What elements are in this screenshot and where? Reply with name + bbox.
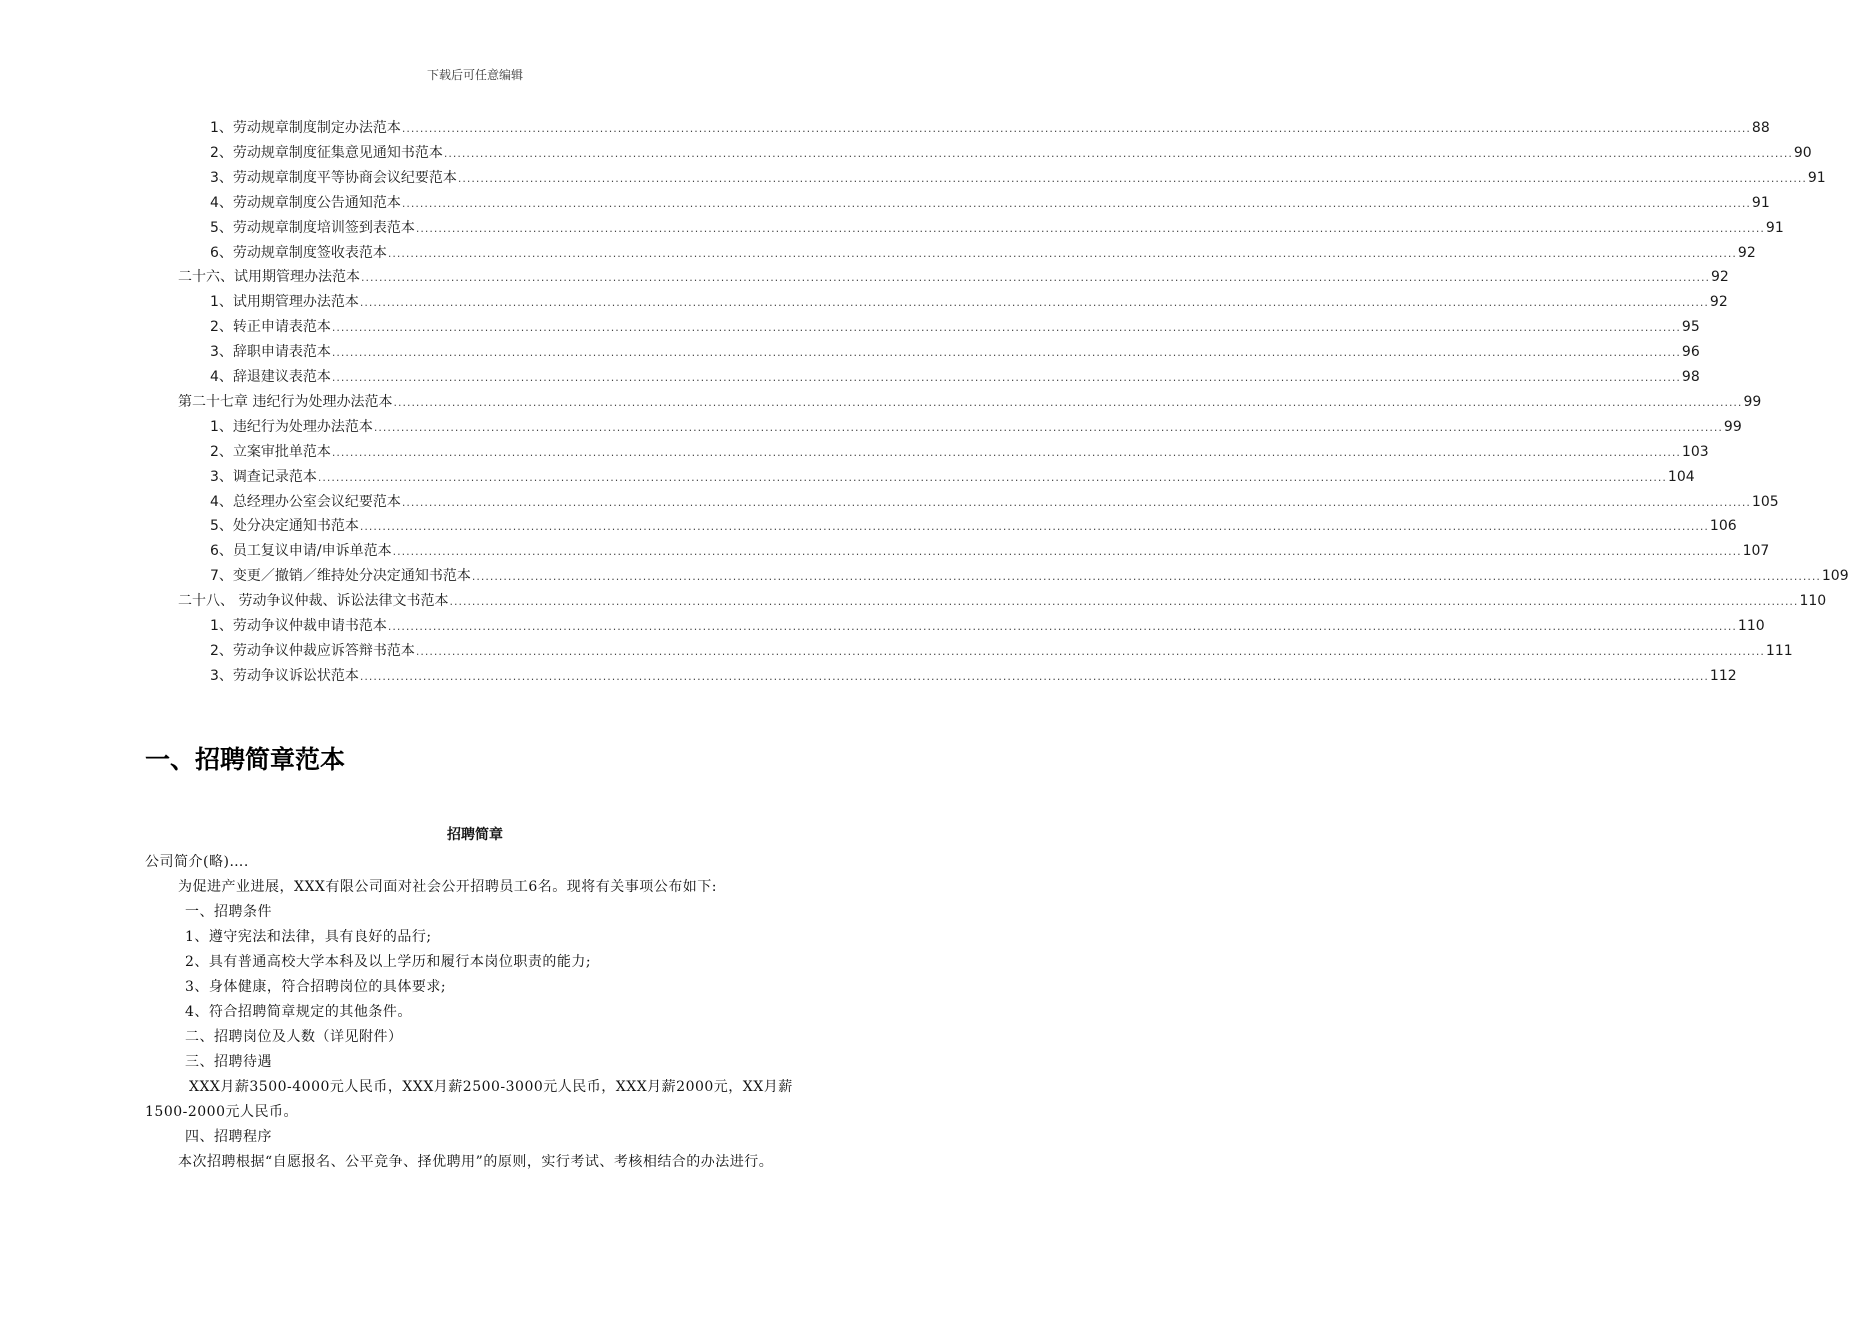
toc-entry[interactable] [210, 365, 1700, 390]
toc-entry-page: 91 [1807, 169, 1826, 186]
toc-leader-dots: ............................................................................................................................................................................................................................................................................................................ [415, 221, 1765, 235]
toc-leader-dots: ............................................................................................................................................................................................................................................................................................................ [359, 669, 1709, 683]
toc-leader-dots: ............................................................................................................................................................................................................................................................................................................ [331, 445, 1681, 459]
document-title: 招聘简章 [447, 827, 503, 843]
toc-entry-page: 90 [1793, 144, 1812, 161]
toc-entry-page: 106 [1709, 518, 1737, 535]
toc-entry-page: 111 [1765, 642, 1793, 659]
body-paragraph: 二、招聘岗位及人数（详见附件） [185, 1029, 403, 1045]
body-paragraph: 一、招聘条件 [185, 904, 272, 920]
body-paragraph: 3、身体健康，符合招聘岗位的具体要求; [185, 979, 447, 995]
toc-leader-dots: ............................................................................................................................................................................................................................................................................................................ [387, 246, 1737, 260]
toc-entry-title: 3、劳动争议诉讼状范本 [210, 667, 359, 684]
toc-entry-title: 2、立案审批单范本 [210, 443, 331, 460]
toc-entry[interactable] [178, 589, 1827, 614]
toc-entry-title: 1、劳动规章制度制定办法范本 [210, 120, 401, 136]
toc-entry-page: 92 [1737, 244, 1756, 261]
toc-leader-dots: ............................................................................................................................................................................................................................................................................................................ [387, 620, 1737, 633]
toc-entry[interactable] [210, 564, 1849, 589]
toc-entry[interactable] [210, 315, 1700, 340]
toc-entry-title: 二十六、试用期管理办法范本 [178, 269, 360, 286]
body-paragraph: 三、招聘待遇 [185, 1054, 272, 1070]
toc-leader-dots: ............................................................................................................................................................................................................................................................................................................ [415, 644, 1765, 658]
body-paragraph: 四、招聘程序 [185, 1129, 272, 1145]
body-paragraph: XXX月薪3500-4000元人民币，XXX月薪2500-3000元人民币，XXX月薪2000元，XX月薪1500-2000元人民币。 [145, 1079, 793, 1120]
toc-entry-title: 2、劳动争议仲裁应诉答辩书范本 [210, 642, 415, 659]
body-paragraph: 本次招聘根据“自愿报名、公平竞争、择优聘用”的原则，实行考试、考核相结合的办法进行。 [178, 1154, 774, 1170]
toc-entry-page: 91 [1751, 194, 1770, 211]
toc-leader-dots: ............................................................................................................................................................................................................................................................................................................ [471, 570, 1821, 584]
section-heading: 一、招聘简章范本 [145, 745, 346, 774]
toc-leader-dots: ............................................................................................................................................................................................................................................................................................................ [317, 470, 1667, 484]
body-paragraph: 2、具有普通高校大学本科及以上学历和履行本岗位职责的能力; [185, 954, 592, 970]
toc-entry[interactable] [210, 216, 1784, 241]
body-paragraph: 公司简介(略)…. [145, 854, 249, 870]
toc-entry[interactable] [210, 465, 1695, 490]
toc-entry[interactable] [210, 614, 1765, 639]
toc-entry[interactable] [210, 664, 1737, 689]
toc-leader-dots: ............................................................................................................................................................................................................................................................................................................ [361, 271, 1710, 285]
toc-entry-page: 92 [1709, 294, 1728, 311]
toc-leader-dots: ............................................................................................................................................................................................................................................................................................................ [331, 371, 1681, 384]
body-paragraph: 为促进产业进展，XXX有限公司面对社会公开招聘员工6名。现将有关事项公布如下: [178, 879, 718, 895]
toc-entry-title: 3、辞职申请表范本 [210, 344, 331, 361]
toc-entry-page: 105 [1751, 493, 1779, 510]
toc-entry[interactable] [210, 440, 1709, 465]
toc-leader-dots: ............................................................................................................................................................................................................................................................................................................ [401, 196, 1751, 210]
toc-entry-title: 1、试用期管理办法范本 [210, 294, 359, 311]
toc-entry-title: 2、劳动规章制度征集意见通知书范本 [210, 144, 443, 161]
toc-entry-page: 92 [1710, 269, 1729, 286]
toc-entry[interactable] [210, 241, 1756, 266]
toc-entry[interactable] [210, 166, 1826, 191]
toc-entry[interactable] [210, 290, 1728, 315]
toc-entry-title: 1、违纪行为处理办法范本 [210, 418, 373, 435]
toc-entry[interactable] [210, 490, 1779, 515]
toc-entry-page: 99 [1743, 393, 1762, 410]
toc-entry-title: 6、员工复议申请/申诉单范本 [210, 543, 392, 560]
toc-entry[interactable] [210, 539, 1770, 564]
toc-entry-title: 6、劳动规章制度签收表范本 [210, 244, 387, 261]
toc-entry-title: 3、劳动规章制度平等协商会议纪要范本 [210, 169, 457, 186]
toc-leader-dots: ............................................................................................................................................................................................................................................................................................................ [331, 346, 1681, 360]
toc-entry-title: 第二十七章 违纪行为处理办法范本 [178, 393, 393, 410]
toc-entry[interactable] [210, 141, 1812, 166]
toc-entry[interactable] [210, 340, 1700, 365]
toc-entry-page: 110 [1799, 593, 1827, 610]
toc-entry[interactable] [210, 639, 1793, 664]
toc-entry-title: 1、劳动争议仲裁申请书范本 [210, 618, 387, 634]
toc-entry-page: 110 [1737, 618, 1765, 634]
page-header: 下载后可任意编辑 [426, 68, 523, 82]
toc-entry-title: 5、处分决定通知书范本 [210, 518, 359, 535]
toc-leader-dots: ............................................................................................................................................................................................................................................................................................................ [443, 146, 1793, 160]
toc-entry-title: 二十八、 劳动争议仲裁、诉讼法律文书范本 [178, 593, 449, 610]
toc-entry-page: 104 [1667, 468, 1695, 485]
body-paragraph: 4、符合招聘简章规定的其他条件。 [185, 1004, 412, 1020]
toc-entry-title: 7、变更／撤销／维持处分决定通知书范本 [210, 568, 471, 585]
toc-leader-dots: ............................................................................................................................................................................................................................................................................................................ [373, 420, 1723, 434]
toc-entry-page: 109 [1821, 568, 1849, 585]
toc-leader-dots: ............................................................................................................................................................................................................................................................................................................ [393, 395, 1743, 409]
toc-leader-dots: ............................................................................................................................................................................................................................................................................................................ [401, 122, 1751, 135]
toc-entry[interactable] [210, 191, 1770, 216]
toc-entry-page: 99 [1723, 418, 1742, 435]
toc-leader-dots: ............................................................................................................................................................................................................................................................................................................ [359, 296, 1709, 310]
toc-entry-page: 98 [1681, 369, 1700, 385]
toc-entry[interactable] [178, 390, 1762, 415]
toc-entry-title: 5、劳动规章制度培训签到表范本 [210, 219, 415, 236]
toc-entry-title: 2、转正申请表范本 [210, 319, 331, 336]
toc-entry-page: 95 [1681, 319, 1700, 336]
toc-entry-title: 3、调查记录范本 [210, 468, 317, 485]
toc-entry[interactable] [210, 415, 1742, 440]
toc-leader-dots: ............................................................................................................................................................................................................................................................................................................ [392, 545, 1742, 559]
toc-entry-title: 4、辞退建议表范本 [210, 369, 331, 385]
toc-entry-page: 107 [1742, 543, 1770, 560]
toc-entry[interactable] [178, 265, 1729, 290]
toc-entry-title: 4、劳动规章制度公告通知范本 [210, 194, 401, 211]
body-paragraph: 1、遵守宪法和法律，具有良好的品行; [185, 929, 432, 945]
toc-entry[interactable] [210, 514, 1737, 539]
toc-entry-title: 4、总经理办公室会议纪要范本 [210, 493, 401, 510]
toc-entry-page: 96 [1681, 344, 1700, 361]
toc-leader-dots: ............................................................................................................................................................................................................................................................................................................ [331, 321, 1681, 335]
toc-entry-page: 91 [1765, 219, 1784, 236]
toc-leader-dots: ............................................................................................................................................................................................................................................................................................................ [359, 520, 1709, 534]
toc-entry-page: 88 [1751, 120, 1770, 136]
toc-entry[interactable] [210, 116, 1770, 141]
toc-entry-page: 112 [1709, 667, 1737, 684]
toc-leader-dots: ............................................................................................................................................................................................................................................................................................................ [457, 171, 1807, 185]
toc-entry-page: 103 [1681, 443, 1709, 460]
toc-leader-dots: ............................................................................................................................................................................................................................................................................................................ [401, 495, 1751, 509]
toc-leader-dots: ............................................................................................................................................................................................................................................................................................................ [449, 595, 1799, 609]
